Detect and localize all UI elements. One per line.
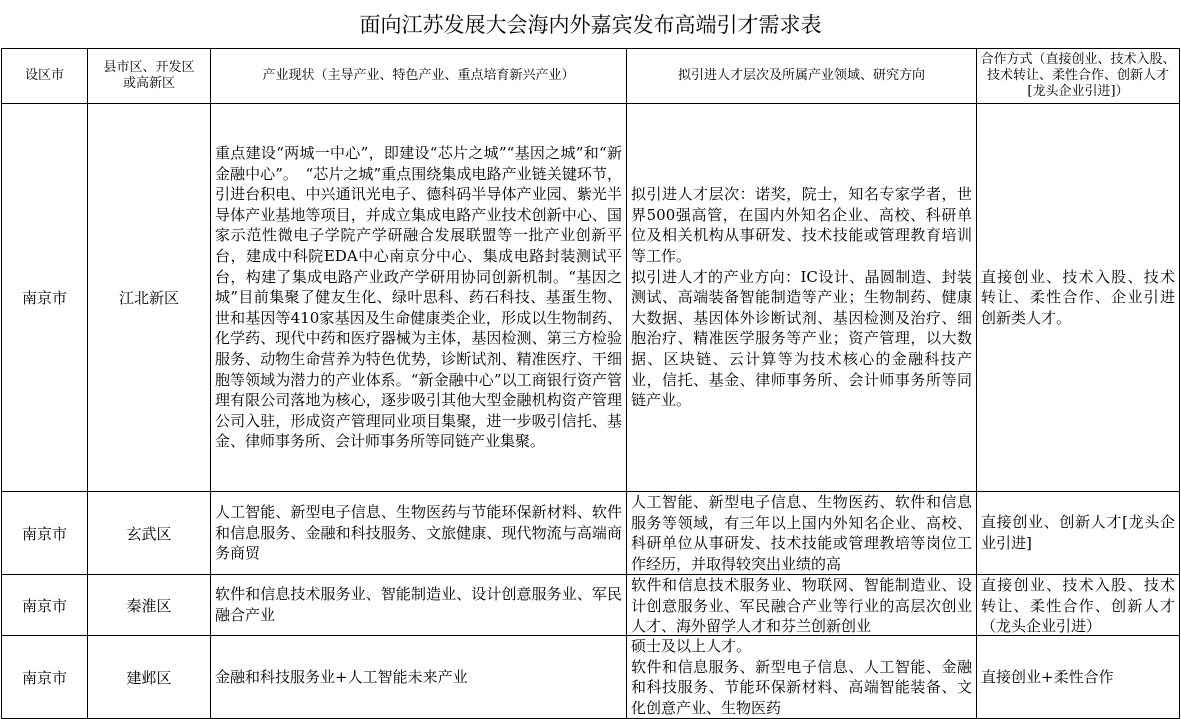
industry-text: 人工智能、新型电子信息、生物医药与节能环保新材料、软件和信息服务、金融和科技服务、文旅健康、现代物流与高端商务商贸 [215, 503, 622, 563]
city-cell: 南京市 [2, 636, 88, 719]
industry-cell [211, 104, 627, 492]
cooperation-cell [977, 492, 1180, 575]
district-cell: 建邺区 [88, 636, 211, 719]
industry-cell [211, 636, 627, 719]
cooperation-text: 直接创业+柔性合作 [981, 667, 1114, 686]
header-row [2, 49, 1180, 104]
cooperation-text: 直接创业、技术入股、技术转让、柔性合作、创新人才（龙头企业引进） [981, 576, 1175, 634]
cooperation-cell [977, 575, 1180, 636]
cooperation-cell [977, 636, 1180, 719]
talent-demand-table [1, 48, 1180, 719]
table-row [2, 575, 1180, 636]
header-district: 县市区、开发区或高新区 [88, 49, 211, 104]
talent-text: 人工智能、新型电子信息、生物医药、软件和信息服务等领域，有三年以上国内外知名企业、高校、科研单位从事研发、技术技能或管理教培等岗位工作经历，并取得较突出业绩的高 [631, 493, 972, 572]
document-title: 面向江苏发展大会海内外嘉宾发布高端引才需求表 [359, 13, 822, 37]
header-cooperation: 合作方式（直接创业、技术入股、技术转让、柔性合作、创新人才[龙头企业引进]） [977, 49, 1180, 104]
talent-text: 硕士及以上人才。 软件和信息服务、新型电子信息、人工智能、金融和科技服务、节能环保新材料、高端智能装备、文化创意产业、生物医药 [631, 637, 972, 717]
header-city: 设区市 [2, 49, 88, 104]
industry-text: 软件和信息技术服务业、智能制造业、设计创意服务业、军民融合产业 [215, 585, 622, 624]
talent-cell [627, 575, 977, 636]
district-cell: 玄武区 [88, 492, 211, 575]
industry-text: 重点建设“两城一中心”，即建设“芯片之城”“基因之城”和“新金融中心”。 “芯片之城”重点围绕集成电路产业链关键环节，引进台积电、中兴通讯光电子、德科码半导体产业园、紫光半导体产业基地等项目，并成立集成电路产业技术创新中心、国家示范性微电子学院产学研融合发展联盟等一批产业创新平台，建成中科院EDA中心南京分中心、集成电路封装测试平台，构建了集成电路产业政产学研用协同创新机制。“基因之城”目前集聚了健友生化、绿叶思科、药石科技、基蛋生物、世和基因等410家基因及生命健康类企业，形成以生物制药、化学药、现代中药和医疗器械为主体，基因检测、第三方检验服务、动物生命营养为特色优势，诊断试剂、精准医疗、干细胞等领域为潜力的产业体系。“新金融中心”以工商银行资产管理有限公司落地为核心，逐步吸引其他大型金融机构资产管理公司入驻，形成资产管理同业项目集聚，进一步吸引信托、基金、律师事务所、会计师事务所等同链产业集聚。 [215, 144, 622, 451]
industry-text: 金融和科技服务业+人工智能未来产业 [215, 667, 468, 686]
table-row [2, 636, 1180, 719]
table-row [2, 104, 1180, 492]
cooperation-text: 直接创业、创新人才[龙头企业引进] [981, 513, 1175, 552]
cooperation-text: 直接创业、技术入股、技术转让、柔性合作、企业引进创新类人才。 [981, 267, 1175, 327]
talent-text: 拟引进人才层次：诺奖，院士，知名专家学者，世界500强高管，在国内外知名企业、高校、科研单位及相关机构从事研发、技术技能或管理教育培训等工作。 拟引进人才的产业方向：IC设计、晶圆制造、封装测试、高端装备智能制造等产业；生物制药、健康大数据、基因体外诊断试剂、基因检测及治疗、细胞治疗、精准医学服务等产业；资产管理，以大数据、区块链、云计算等为技术核心的金融科技产业，信托、基金、律师事务所、会计师事务所等同链产业。 [631, 185, 972, 410]
city-cell: 南京市 [2, 575, 88, 636]
talent-cell [627, 492, 977, 575]
talent-cell [627, 636, 977, 719]
district-cell: 秦淮区 [88, 575, 211, 636]
header-talent: 拟引进人才层次及所属产业领域、研究方向 [627, 49, 977, 104]
industry-cell [211, 575, 627, 636]
table-row [2, 492, 1180, 575]
industry-cell [211, 492, 627, 575]
district-cell: 江北新区 [88, 104, 211, 492]
city-cell: 南京市 [2, 104, 88, 492]
header-industry: 产业现状（主导产业、特色产业、重点培育新兴产业） [211, 49, 627, 104]
city-cell: 南京市 [2, 492, 88, 575]
talent-cell [627, 104, 977, 492]
cooperation-cell [977, 104, 1180, 492]
talent-text: 软件和信息技术服务业、物联网、智能制造业、设计创意服务业、军民融合产业等行业的高层次创业人才、海外留学人才和芬兰创新创业 [631, 576, 972, 634]
